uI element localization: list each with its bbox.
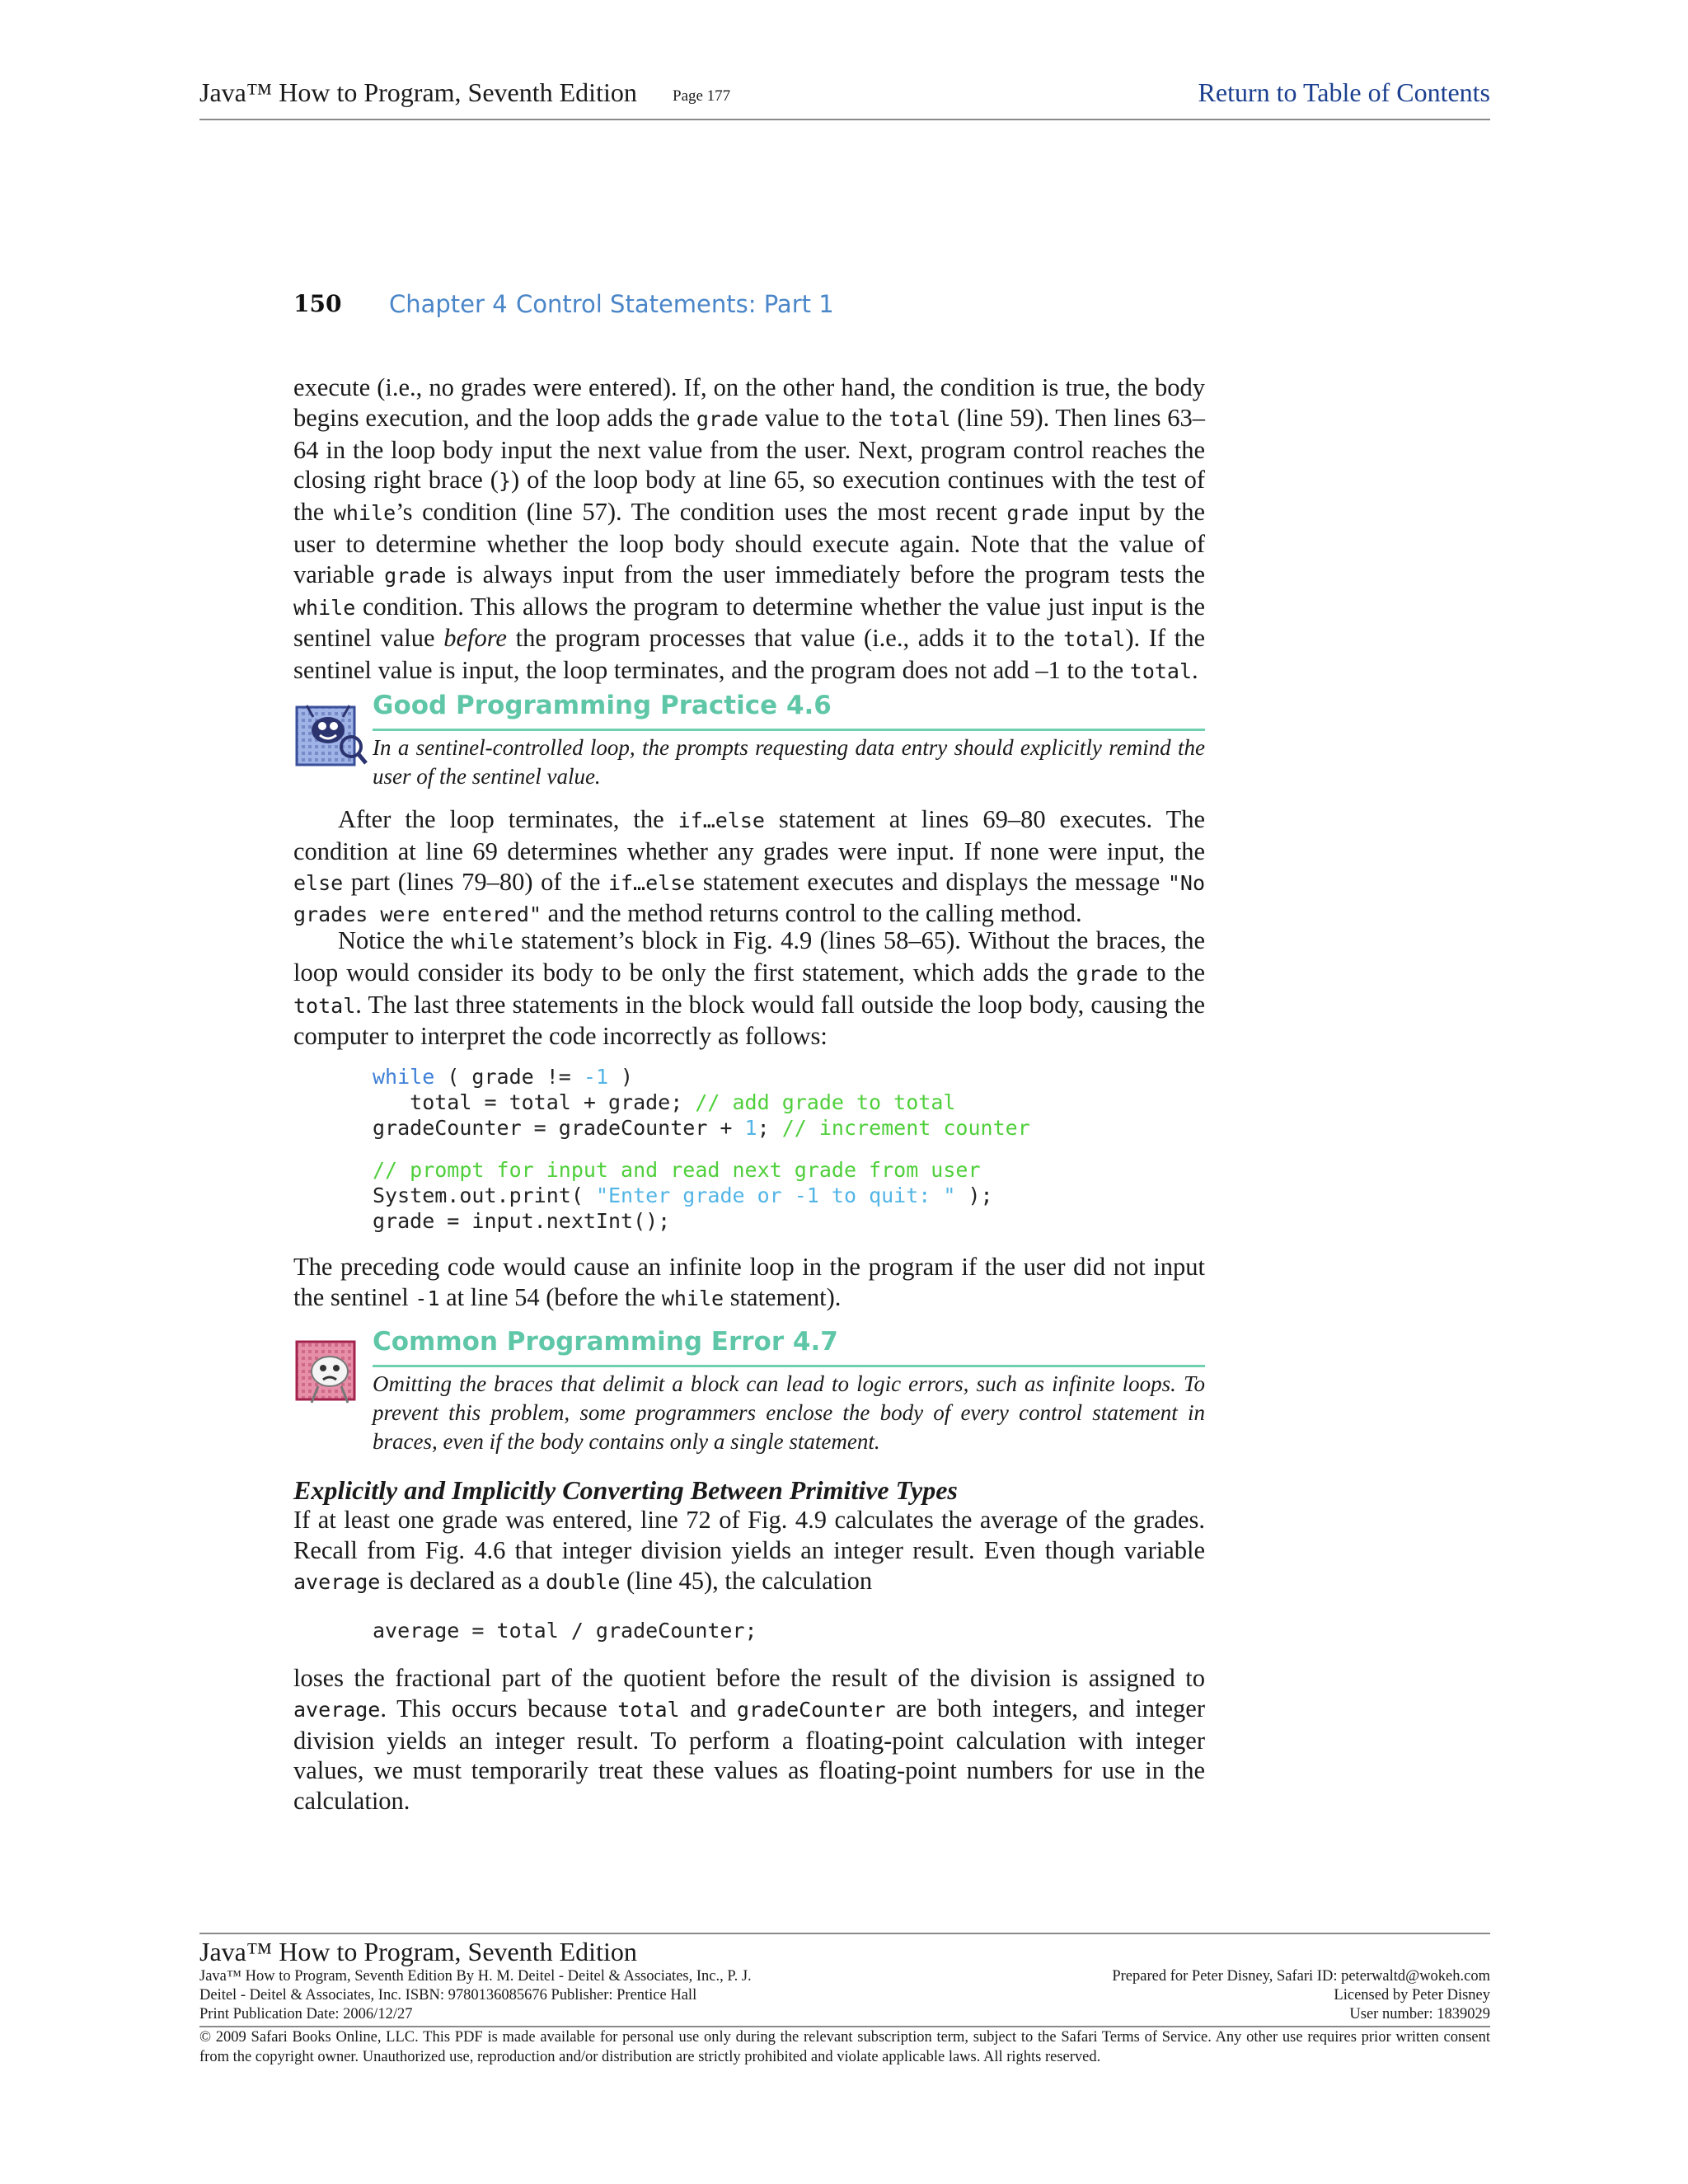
text-run: (line 45), the calculation <box>620 1566 873 1595</box>
code-term: while <box>661 1286 724 1310</box>
text-run: statement executes and displays the message <box>695 867 1168 896</box>
chapter-label: Chapter 4 <box>389 290 508 318</box>
footer-publication-date: Print Publication Date: 2006/12/27 <box>199 2006 413 2022</box>
code-term: "No grades were entered" <box>293 870 1205 927</box>
code-text: grade = input.nextInt(); <box>373 1209 671 1233</box>
text-run: loses the fractional part of the quotient before the result of the division is assigned to <box>293 1664 1205 1692</box>
code-term: total <box>617 1697 680 1722</box>
text-run: statement). <box>724 1282 842 1311</box>
body-paragraph <box>293 804 1205 930</box>
code-text: ; <box>757 1116 782 1140</box>
text-run: condition. This allows the program to determine whether the value just input is the sentinel value <box>293 592 1205 653</box>
tip-divider <box>373 1365 1205 1367</box>
code-comment: // prompt for input and read next grade from user <box>373 1158 981 1182</box>
code-block <box>373 1157 993 1234</box>
code-term: if…else <box>678 808 765 832</box>
code-text: ); <box>955 1183 993 1207</box>
code-term: double <box>546 1569 621 1594</box>
code-line <box>373 1090 955 1114</box>
page-header <box>199 76 1490 120</box>
text-run: is declared as a <box>380 1566 546 1595</box>
code-term: grade <box>1076 961 1138 986</box>
code-block <box>373 1618 757 1643</box>
code-term: -1 <box>415 1286 440 1310</box>
code-text: total = total + grade; <box>373 1090 696 1114</box>
text-run: are both integers, and integer division yields an integer result. To perform a floating-point calculation with integer values, we must temporarily treat these values as floating-point numbers for use in the calculation. <box>293 1694 1205 1816</box>
code-term: if…else <box>607 870 696 895</box>
copyright-notice: © 2009 Safari Books Online, LLC. This PDF is made available for personal use only during the relevant subscription term, subject to the Safari Terms of Service. Any other use requires prior written consent from the copyright owner. Unauthorized use, reproduction and/or distribution are strictly prohibited and violate applicable laws. All rights reserved. <box>199 2029 1490 2065</box>
text-run: . This occurs because <box>380 1694 618 1722</box>
body-paragraph <box>293 1252 1205 1315</box>
text-run: and <box>679 1694 737 1722</box>
footer-divider <box>199 1933 1490 1934</box>
body-paragraph <box>293 373 1205 687</box>
footer-licensed-by: Licensed by Peter Disney <box>1334 1987 1490 2004</box>
text-run: input by the user to determine whether the loop body should execute again. Note that the value of variable <box>293 498 1205 588</box>
footer-prepared-for: Prepared for Peter Disney, Safari ID: peterwaltd@wokeh.com <box>1112 1968 1490 1985</box>
code-term: while <box>451 930 513 954</box>
code-comment: // add grade to total <box>695 1090 956 1114</box>
code-term: grade <box>384 563 447 588</box>
text-run: statement’s block in Fig. 4.9 (lines 58–65). Without the braces, the loop would consider its body to be only the first statement, which adds the <box>293 926 1205 987</box>
code-line <box>373 1116 1030 1140</box>
page-number: 150 <box>293 290 342 317</box>
code-text: ) <box>608 1065 634 1089</box>
chapter-title: Control Statements: Part 1 <box>516 290 834 318</box>
literal: 1 <box>744 1116 757 1140</box>
text-run: If at least one grade was entered, line 72 of Fig. 4.9 calculates the average of the grades. Recall from Fig. 4.6 that integer division yields an integer result. Even though variable <box>293 1506 1205 1564</box>
string-literal: "Enter grade or -1 to quit: " <box>595 1183 956 1207</box>
code-line <box>373 1183 993 1207</box>
page-label: Page 177 <box>673 87 731 105</box>
text-run: ) of the loop body at line 65, so execution continues with the test of the <box>293 466 1205 527</box>
bug-error-icon <box>295 1337 369 1406</box>
code-term: total <box>1063 627 1126 652</box>
body-paragraph <box>293 1663 1205 1816</box>
text-run: The preceding code would cause an infinite loop in the program if the user did not input the sentinel <box>293 1253 1205 1311</box>
text-run: . The last three statements in the block would fall outside the loop body, causing the computer to interpret the code incorrectly as follows: <box>293 990 1205 1051</box>
code-term: } <box>498 469 511 494</box>
body-paragraph <box>293 926 1205 1052</box>
code-comment: // increment counter <box>781 1116 1030 1140</box>
text-run: ’s condition (line 57). The condition uses the most recent <box>396 498 1007 527</box>
text-run: Notice the <box>338 926 452 954</box>
return-to-toc-link[interactable]: Return to Table of Contents <box>1198 77 1490 107</box>
text-run: to the <box>1137 958 1205 987</box>
text-run: value to the <box>758 403 889 432</box>
text-run: the program processes that value (i.e., adds it to the <box>506 624 1064 653</box>
code-term: average <box>293 1697 381 1722</box>
text-run: at line 54 (before the <box>439 1282 662 1311</box>
footer-title: Java™ How to Program, Seventh Edition <box>199 1937 637 1966</box>
code-term: total <box>1129 659 1193 684</box>
text-run: execute (i.e., no grades were entered). If, on the other hand, the condition is true, the body begins execution, and the loop adds the <box>293 373 1205 432</box>
code-term: total <box>889 406 951 431</box>
code-text: ( grade != <box>434 1065 584 1089</box>
code-term: else <box>293 870 344 895</box>
tip-title: Common Programming Error 4.7 <box>373 1327 838 1357</box>
book-title: Java™ How to Program, Seventh Edition <box>199 77 637 107</box>
code-term: while <box>293 595 356 620</box>
code-term: grade <box>1006 501 1069 526</box>
emphasis: before <box>443 624 507 653</box>
code-text: gradeCounter = gradeCounter + <box>373 1116 745 1140</box>
code-term: average <box>293 1569 381 1594</box>
bug-magnifier-icon <box>295 699 369 768</box>
footer-book-info: Deitel - Deitel & Associates, Inc. ISBN: 9780136085676 Publisher: Prentice Hall <box>199 1987 697 2004</box>
text-run: statement at lines 69–80 executes. The condition at line 69 determines whether any grades were input. If none were input, the <box>293 805 1205 865</box>
text-run: is always input from the user immediately before the program tests the <box>446 560 1205 588</box>
code-term: grade <box>696 406 759 431</box>
tip-text: In a sentinel-controlled loop, the prompts requesting data entry should explicitly remind the user of the sentinel value. <box>373 735 1205 789</box>
code-text: System.out.print( <box>373 1183 596 1207</box>
footer-book-info: Java™ How to Program, Seventh Edition By H. M. Deitel - Deitel & Associates, Inc., P. J. <box>199 1968 752 1985</box>
keyword: while <box>373 1065 435 1089</box>
code-block <box>373 1064 1030 1141</box>
literal: -1 <box>583 1065 608 1089</box>
tip-divider <box>373 729 1205 731</box>
footer-user-number: User number: 1839029 <box>1349 2006 1490 2022</box>
body-paragraph <box>293 1505 1205 1597</box>
tip-title: Good Programming Practice 4.6 <box>373 691 832 720</box>
text-run: and the method returns control to the calling method. <box>542 899 1082 928</box>
code-term: gradeCounter <box>736 1697 886 1722</box>
code-term: while <box>333 501 396 526</box>
code-text: average = total / gradeCounter; <box>373 1619 757 1643</box>
text-run: After the loop terminates, the <box>338 805 678 833</box>
text-run: ). If the sentinel value is input, the loop terminates, and the program does not add –1 to the <box>293 624 1205 685</box>
code-line <box>373 1065 633 1089</box>
text-run: . <box>1192 656 1198 685</box>
text-run: (line 59). Then lines 63–64 in the loop body input the next value from the user. Next, program control reaches the closing right brace ( <box>293 403 1205 494</box>
code-term: total <box>293 993 356 1018</box>
section-subheading: Explicitly and Implicitly Converting Between Primitive Types <box>293 1475 958 1505</box>
tip-text: Omitting the braces that delimit a block can lead to logic errors, such as infinite loops. To prevent this problem, some programmers enclose the body of every control statement in braces, even if the body contains only a single statement. <box>373 1371 1205 1454</box>
text-run: part (lines 79–80) of the <box>343 867 608 896</box>
